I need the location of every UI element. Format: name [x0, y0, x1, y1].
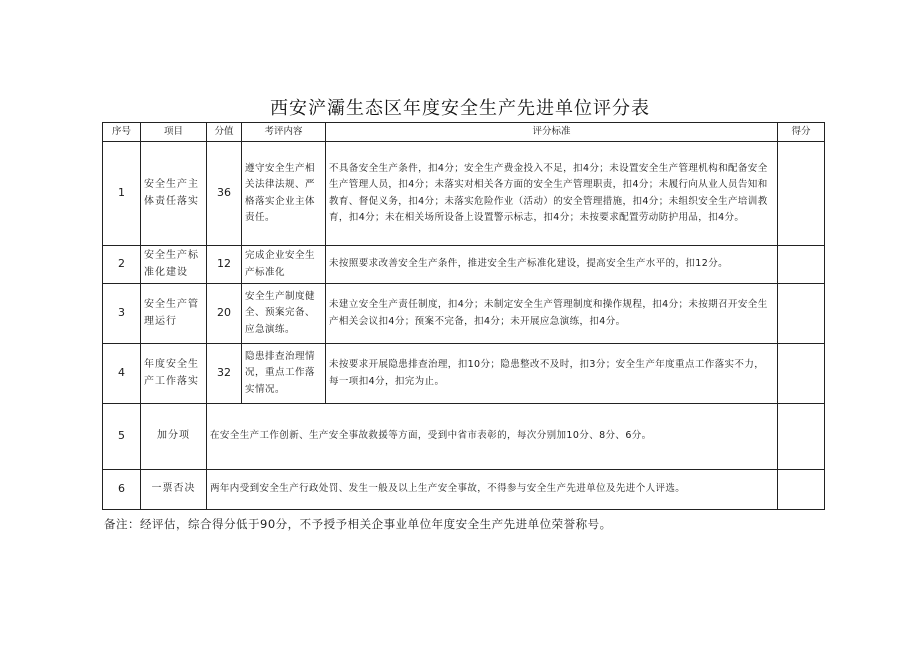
header-standard: 评分标准: [326, 123, 778, 142]
table-row: [103, 470, 825, 510]
row-item: 加分项: [141, 404, 207, 470]
row-content: 安全生产制度健全、预案完备、应急演练。: [242, 284, 326, 344]
table-row: [103, 404, 825, 470]
row-points: 20: [207, 284, 242, 344]
row-score-cell[interactable]: [778, 142, 825, 246]
row-standard: 未按照要求改善安全生产条件，推进安全生产标准化建设，提高安全生产水平的，扣12分。: [326, 246, 778, 284]
row-standard: 未建立安全生产责任制度，扣4分；未制定安全生产管理制度和操作规程，扣4分；未按期召开安全生产相关会议扣4分；预案不完备，扣4分；未开展应急演练，扣4分。: [326, 284, 778, 344]
table-row: [103, 344, 825, 404]
row-index: 6: [103, 470, 141, 510]
row-index: 3: [103, 284, 141, 344]
row-item: 安全生产主体责任落实: [141, 142, 207, 246]
row-item: 安全生产管理运行: [141, 284, 207, 344]
row-item: 年度安全生产工作落实: [141, 344, 207, 404]
scoring-table: [102, 122, 825, 510]
header-index: 序号: [103, 123, 141, 142]
row-standard: 未按要求开展隐患排查治理，扣10分；隐患整改不及时，扣3分；安全生产年度重点工作落实不力，每一项扣4分，扣完为止。: [326, 344, 778, 404]
row-standard: 两年内受到安全生产行政处罚、发生一般及以上生产安全事故，不得参与安全生产先进单位及先进个人评选。: [207, 470, 778, 510]
header-points: 分值: [207, 123, 242, 142]
row-points: 32: [207, 344, 242, 404]
table-row: [103, 246, 825, 284]
row-standard: 不具备安全生产条件，扣4分；安全生产费金投入不足，扣4分；未设置安全生产管理机构和配备安全生产管理人员，扣4分；未落实对相关各方面的安全生产管理职责，扣4分；未履行向从业人员告知和教育、督促义务，扣4分；未落实危险作业（活动）的安全管理措施，扣4分；未组织安全生产培训教育，扣4分；未在相关场所设备上设置警示标志，扣4分；未按要求配置劳动防护用品，扣4分。: [326, 142, 778, 246]
row-item: 安全生产标准化建设: [141, 246, 207, 284]
page-title: 西安浐灞生态区年度安全生产先进单位评分表: [270, 98, 650, 119]
row-index: 1: [103, 142, 141, 246]
table-row: [103, 284, 825, 344]
row-index: 5: [103, 404, 141, 470]
header-item: 项目: [141, 123, 207, 142]
row-content: 完成企业安全生产标准化: [242, 246, 326, 284]
table-header-row: [103, 123, 825, 142]
row-score-cell[interactable]: [778, 404, 825, 470]
row-index: 2: [103, 246, 141, 284]
header-score: 得分: [778, 123, 825, 142]
row-standard: 在安全生产工作创新、生产安全事故救援等方面，受到中省市表彰的，每次分别加10分、8分、6分。: [207, 404, 778, 470]
row-index: 4: [103, 344, 141, 404]
row-score-cell[interactable]: [778, 246, 825, 284]
row-points: 12: [207, 246, 242, 284]
header-content: 考评内容: [242, 123, 326, 142]
row-score-cell[interactable]: [778, 470, 825, 510]
row-score-cell[interactable]: [778, 344, 825, 404]
row-content: 隐患排查治理情况，重点工作落实情况。: [242, 344, 326, 404]
table-row: [103, 142, 825, 246]
footnote: 备注：经评估，综合得分低于90分，不予授予相关企事业单位年度安全生产先进单位荣誉称号。: [104, 517, 612, 531]
row-points: 36: [207, 142, 242, 246]
row-content: 遵守安全生产相关法律法规、严格落实企业主体责任。: [242, 142, 326, 246]
row-score-cell[interactable]: [778, 284, 825, 344]
row-item: 一票否决: [141, 470, 207, 510]
